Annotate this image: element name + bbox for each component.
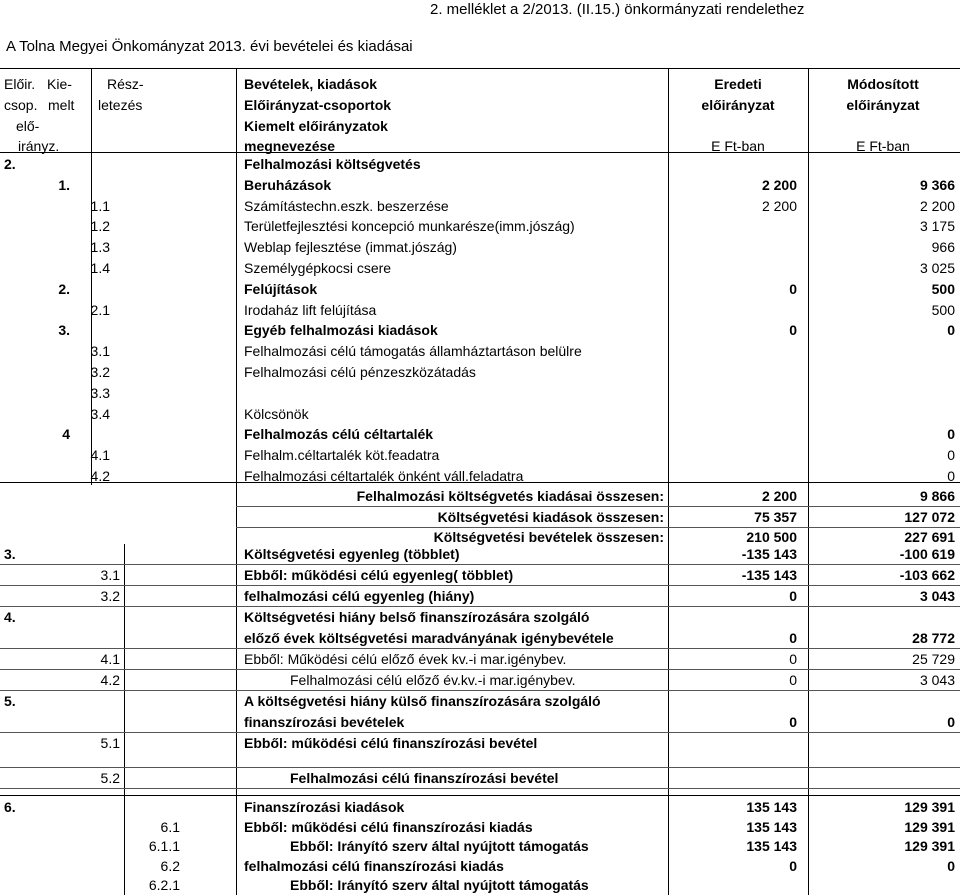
row-original-value: 2 200 bbox=[761, 197, 797, 214]
row-main-number: 2. bbox=[58, 280, 70, 297]
balance-item-number: 4.1 bbox=[100, 651, 120, 667]
financing-original-value: 135 143 bbox=[746, 838, 797, 855]
row-description: Irodaház lift felújítása bbox=[244, 301, 377, 318]
header-modified-label: Módosított bbox=[847, 76, 919, 92]
summary-modified-value: 227 691 bbox=[904, 529, 955, 545]
row-detail-number: 3.3 bbox=[90, 384, 110, 401]
header-original-label: Eredeti bbox=[714, 76, 762, 92]
row-detail-number: 1.2 bbox=[90, 218, 110, 235]
summary-modified-value: 127 072 bbox=[904, 508, 955, 525]
header-description-label: Bevételek, kiadások bbox=[244, 76, 378, 92]
financing-description: Ebből: működési célú finanszírozási kiadás bbox=[244, 818, 533, 835]
header-original-label: előirányzat bbox=[701, 97, 775, 113]
row-description: Felhalmozási céltartalék önként váll.feladatra bbox=[244, 468, 524, 484]
row-description: Területfejlesztési koncepció munkarésze(imm.jószág) bbox=[244, 218, 575, 235]
financing-original-value: 0 bbox=[789, 857, 797, 874]
header-main-label: Kie- bbox=[47, 76, 72, 92]
row-description: Egyéb felhalmozási kiadások bbox=[244, 322, 438, 339]
balance-modified-value: -103 662 bbox=[899, 567, 955, 583]
header-group-label: irányz. bbox=[18, 138, 60, 154]
row-modified-value: 500 bbox=[931, 280, 955, 297]
financing-group-number: 6. bbox=[4, 799, 16, 815]
financing-original-value: 135 143 bbox=[746, 818, 797, 835]
column-divider bbox=[668, 68, 669, 895]
column-divider bbox=[808, 68, 809, 895]
balance-item-number: 3.2 bbox=[100, 588, 120, 604]
financing-original-value: 135 143 bbox=[746, 799, 797, 815]
balance-description: előző évek költségvetési maradványának igénybevétele bbox=[244, 630, 614, 646]
row-modified-value: 2 200 bbox=[919, 197, 955, 214]
balance-description: A költségvetési hiány külső finanszírozására szolgáló bbox=[244, 693, 601, 709]
financing-description: felhalmozási célú finanszírozási kiadás bbox=[244, 857, 504, 874]
row-description: Weblap fejlesztése (immat.jószág) bbox=[244, 239, 457, 256]
row-description: Beruházások bbox=[244, 176, 332, 193]
row-separator bbox=[0, 788, 960, 789]
balance-original-value: 0 bbox=[789, 651, 797, 667]
balance-description: Ebből: működési célú finanszírozási bevétel bbox=[244, 735, 538, 751]
annex-note: 2. melléklet a 2/2013. (II.15.) önkormányzati rendelethez bbox=[430, 1, 805, 18]
document-title: A Tolna Megyei Önkományzat 2013. évi bevételei és kiadásai bbox=[6, 38, 413, 55]
financing-item-number: 6.2 bbox=[160, 857, 180, 874]
row-detail-number: 2.1 bbox=[90, 301, 110, 318]
financing-description: Ebből: Irányító szerv által nyújtott támogatás bbox=[290, 877, 589, 894]
row-description: Felújítások bbox=[244, 280, 318, 297]
summary-label: Felhalmozási költségvetés kiadásai összesen: bbox=[356, 488, 664, 504]
balance-item-number: 4.2 bbox=[100, 672, 120, 688]
row-modified-value: 0 bbox=[947, 426, 955, 443]
header-modified-label: előirányzat bbox=[846, 97, 920, 113]
balance-group-number: 4. bbox=[4, 609, 16, 625]
balance-modified-value: 25 729 bbox=[912, 651, 955, 667]
financing-item-number: 6.2.1 bbox=[148, 877, 180, 894]
summary-label: Költségvetési kiadások összesen: bbox=[437, 508, 664, 525]
balance-description: Felhalmozási célú finanszírozási bevétel bbox=[290, 770, 559, 786]
balance-description: Költségvetési egyenleg (többlet) bbox=[244, 546, 460, 562]
row-main-number: 3. bbox=[58, 322, 70, 339]
balance-modified-value: 0 bbox=[947, 714, 955, 730]
balance-original-value: 0 bbox=[789, 588, 797, 604]
row-group-number: 2. bbox=[4, 156, 16, 172]
balance-group-number: 5. bbox=[4, 693, 16, 709]
header-detail-label: Rész- bbox=[107, 76, 144, 92]
row-description: Felhalmozás célú céltartalék bbox=[244, 426, 434, 443]
financing-modified-value: 0 bbox=[947, 857, 955, 874]
summary-original-value: 75 357 bbox=[754, 508, 797, 525]
row-original-value: 2 200 bbox=[761, 176, 797, 193]
balance-item-number: 5.2 bbox=[100, 770, 120, 786]
balance-modified-value: -100 619 bbox=[899, 546, 955, 562]
row-detail-number: 3.1 bbox=[90, 343, 110, 360]
row-description: Felhalmozási költségvetés bbox=[244, 156, 421, 172]
header-detail-label: letezés bbox=[98, 97, 143, 113]
row-modified-value: 3 025 bbox=[919, 260, 955, 276]
row-modified-value: 9 366 bbox=[919, 176, 955, 193]
summary-original-value: 210 500 bbox=[746, 529, 797, 545]
balance-original-value: -135 143 bbox=[741, 567, 797, 583]
row-detail-number: 1.1 bbox=[90, 197, 110, 214]
balance-modified-value: 3 043 bbox=[919, 672, 955, 688]
balance-original-value: 0 bbox=[789, 672, 797, 688]
header-group-label: Előir. bbox=[4, 76, 36, 92]
row-description: Kölcsönök bbox=[244, 405, 309, 422]
balance-description: Ebből: működési célú egyenleg( többlet) bbox=[244, 567, 514, 583]
row-description: Számítástechn.eszk. beszerzése bbox=[244, 197, 449, 214]
header-main-label: melt bbox=[48, 97, 75, 113]
row-detail-number: 1.3 bbox=[90, 239, 110, 256]
row-modified-value: 500 bbox=[931, 301, 955, 318]
column-divider bbox=[236, 482, 237, 895]
row-modified-value: 966 bbox=[931, 239, 955, 256]
financing-item-number: 6.1 bbox=[160, 818, 180, 835]
header-description-label: Előirányzat-csoportok bbox=[244, 97, 392, 113]
header-group-label: csop. bbox=[4, 97, 38, 113]
column-divider bbox=[236, 68, 237, 485]
row-detail-number: 4.1 bbox=[90, 447, 110, 464]
financing-description: Finanszírozási kiadások bbox=[244, 799, 405, 815]
balance-description: Felhalmozási célú előző év.kv.-i mar.igénybev. bbox=[290, 672, 576, 688]
row-detail-number: 3.4 bbox=[90, 405, 110, 422]
row-description: Felhalmozási célú támogatás államháztartáson belülre bbox=[244, 343, 582, 360]
financing-description: Ebből: Irányító szerv által nyújtott támogatás bbox=[290, 838, 589, 855]
financing-modified-value: 129 391 bbox=[904, 838, 955, 855]
row-main-number: 1. bbox=[58, 176, 70, 193]
summary-original-value: 2 200 bbox=[761, 488, 797, 504]
row-description: Felhalm.céltartalék köt.feadatra bbox=[244, 447, 440, 464]
balance-item-number: 3.1 bbox=[100, 567, 120, 583]
row-original-value: 0 bbox=[789, 280, 797, 297]
row-description: Felhalmozási célú pénzeszközátadás bbox=[244, 364, 476, 380]
row-modified-value: 0 bbox=[947, 322, 955, 339]
row-description: Személygépkocsi csere bbox=[244, 260, 392, 276]
balance-modified-value: 3 043 bbox=[919, 588, 955, 604]
financing-item-number: 6.1.1 bbox=[148, 838, 180, 855]
row-modified-value: 0 bbox=[947, 447, 955, 464]
balance-description: Költségvetési hiány belső finanszírozására szolgáló bbox=[244, 609, 590, 625]
financing-modified-value: 129 391 bbox=[904, 799, 955, 815]
balance-description: finanszírozási bevételek bbox=[244, 714, 405, 730]
row-original-value: 0 bbox=[789, 322, 797, 339]
header-group-label: elő- bbox=[16, 118, 40, 134]
table-top-border bbox=[0, 68, 960, 69]
row-modified-value: 0 bbox=[947, 468, 955, 484]
row-modified-value: 3 175 bbox=[919, 218, 955, 235]
balance-description: felhalmozási célú egyenleg (hiány) bbox=[244, 588, 475, 604]
balance-original-value: -135 143 bbox=[741, 546, 797, 562]
row-detail-number: 1.4 bbox=[90, 260, 110, 276]
balance-original-value: 0 bbox=[789, 714, 797, 730]
summary-label: Költségvetési bevételek összesen: bbox=[433, 529, 664, 545]
balance-item-number: 5.1 bbox=[100, 735, 120, 751]
balance-modified-value: 28 772 bbox=[912, 630, 955, 646]
financing-modified-value: 129 391 bbox=[904, 818, 955, 835]
row-detail-number: 3.2 bbox=[90, 364, 110, 380]
balance-description: Ebből: Működési célú előző évek kv.-i mar.igénybev. bbox=[244, 651, 567, 667]
header-description-label: Kiemelt előirányzatok bbox=[244, 118, 388, 134]
summary-modified-value: 9 866 bbox=[919, 488, 955, 504]
row-detail-number: 4.2 bbox=[90, 468, 110, 484]
header-original-unit: E Ft-ban bbox=[711, 138, 765, 154]
header-description-label: megnevezése bbox=[244, 138, 336, 154]
header-modified-unit: E Ft-ban bbox=[856, 138, 910, 154]
row-main-number: 4 bbox=[62, 426, 70, 443]
balance-original-value: 0 bbox=[789, 630, 797, 646]
balance-group-number: 3. bbox=[4, 546, 16, 562]
financing-top-border bbox=[0, 795, 960, 796]
